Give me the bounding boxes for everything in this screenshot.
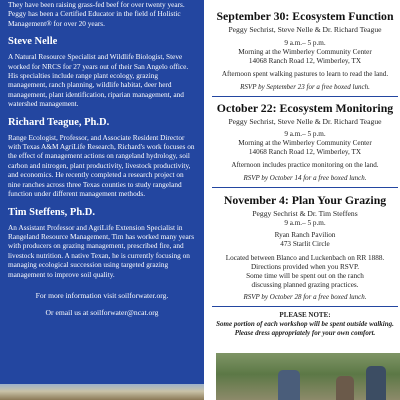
bio-name: Tim Steffens, Ph.D. xyxy=(8,206,96,218)
please-note-line2: Please dress appropriately for your own comfort. xyxy=(234,328,376,337)
schedule-column xyxy=(210,0,400,400)
event-ranch-note: Some time will be spent out on the ranch xyxy=(246,271,364,280)
event-note: Afternoon spent walking pastures to learn to read the land. xyxy=(221,69,389,78)
intro-text: They have been raising grass-fed beef for over twenty years. Peggy has been a Certified Educator in the field of Holistic Management® for over 20 years. xyxy=(8,0,185,28)
bio-text: Range Ecologist, Professor, and Associate Resident Director with Texas A&M AgriLife Research, Richard's work focuses on the effect of management actions on rangeland hydrology, soil carbon and nitrogen, plant productivity, livestock productivity, and economics. He recently completed a research project on nine ranches across three Texas counties to study rangeland function under different management methods. xyxy=(8,132,195,199)
bio-name: Steve Nelle xyxy=(8,36,58,48)
event-address: 14068 Ranch Road 12, Wimberley, TX xyxy=(248,56,362,65)
contact-info xyxy=(8,291,196,318)
event-directions: Located between Blanco and Luckenbach on RR 1888. xyxy=(225,253,385,262)
event-title: September 30: Ecosystem Function xyxy=(216,9,394,23)
bio-steve-nelle xyxy=(8,36,196,108)
event-location: Ryan Ranch Pavilion xyxy=(274,230,336,239)
bio-name: Richard Teague, Ph.D. xyxy=(8,116,110,128)
event-time: 9 a.m.– 5 p.m. xyxy=(284,130,326,138)
event-time: 9 a.m.– 5 p.m. xyxy=(284,218,326,227)
please-note-title: PLEASE NOTE: xyxy=(279,310,331,319)
event-rsvp: RSVP by September 23 for a free boxed lunch. xyxy=(240,82,370,91)
pasture-photo-left xyxy=(0,384,204,400)
bio-richard-teague xyxy=(8,117,196,199)
event-directions-note: Directions provided when you RSVP. xyxy=(250,262,359,271)
person-figure xyxy=(366,366,386,400)
bio-tim-steffens xyxy=(8,207,196,279)
please-note xyxy=(210,307,400,338)
website-line[interactable]: For more information visit soilforwater.org. xyxy=(35,290,169,300)
bio-text: An Assistant Professor and AgriLife Extension Specialist in Rangeland Resource Management, Tim has worked many years with producers on grazing management, prescribed fire, and livestock nutrition. A native Texan, he is currently focusing on managing ecological succession using targeted grazing management to improve soil quality. xyxy=(8,222,195,279)
intro-block xyxy=(8,0,196,28)
event-presenters: Peggy Sechrist, Steve Nelle & Dr. Richard Teague xyxy=(228,25,382,34)
event-address: 14068 Ranch Road 12, Wimberley, TX xyxy=(248,148,362,156)
event-location: Morning at the Wimberley Community Center xyxy=(238,47,372,56)
event-ranch-note-cont: discussing planned grazing practices. xyxy=(251,280,359,289)
workshop-photo xyxy=(216,353,400,400)
person-figure xyxy=(278,370,300,400)
event-presenters: Peggy Sechrist, Steve Nelle & Dr. Richard Teague xyxy=(228,116,382,126)
event-title: November 4: Plan Your Grazing xyxy=(223,193,387,207)
event-address: 473 Starlit Circle xyxy=(280,239,330,248)
event-rsvp: RSVP by October 28 for a free boxed lunch. xyxy=(243,292,367,301)
bio-text: A Natural Resource Specialist and Wildlife Biologist, Steve worked for NRCS for 27 years out of their San Angelo office. His specialties include range plant ecology, grazing management, ranch planning, wildlife habitat, deer herd management, plant identification, riparian management, and watershed management. xyxy=(8,52,189,109)
event-october xyxy=(210,97,400,184)
person-figure xyxy=(336,376,354,400)
event-rsvp: RSVP by October 14 for a free boxed lunch. xyxy=(243,174,367,182)
event-title: October 22: Ecosystem Monitoring xyxy=(216,100,394,115)
please-note-line1: Some portion of each workshop will be spent outside walking. xyxy=(216,319,394,328)
email-line[interactable]: Or email us at soilforwater@ncat.org xyxy=(45,307,159,317)
event-time: 9 a.m.– 5 p.m. xyxy=(284,38,326,47)
event-september xyxy=(210,0,400,92)
event-november xyxy=(210,188,400,302)
event-location: Morning at the Wimberley Community Center xyxy=(238,139,372,147)
event-presenters: Peggy Sechrist & Dr. Tim Steffens xyxy=(252,209,358,218)
event-note: Afternoon includes practice monitoring on the land. xyxy=(231,161,379,169)
